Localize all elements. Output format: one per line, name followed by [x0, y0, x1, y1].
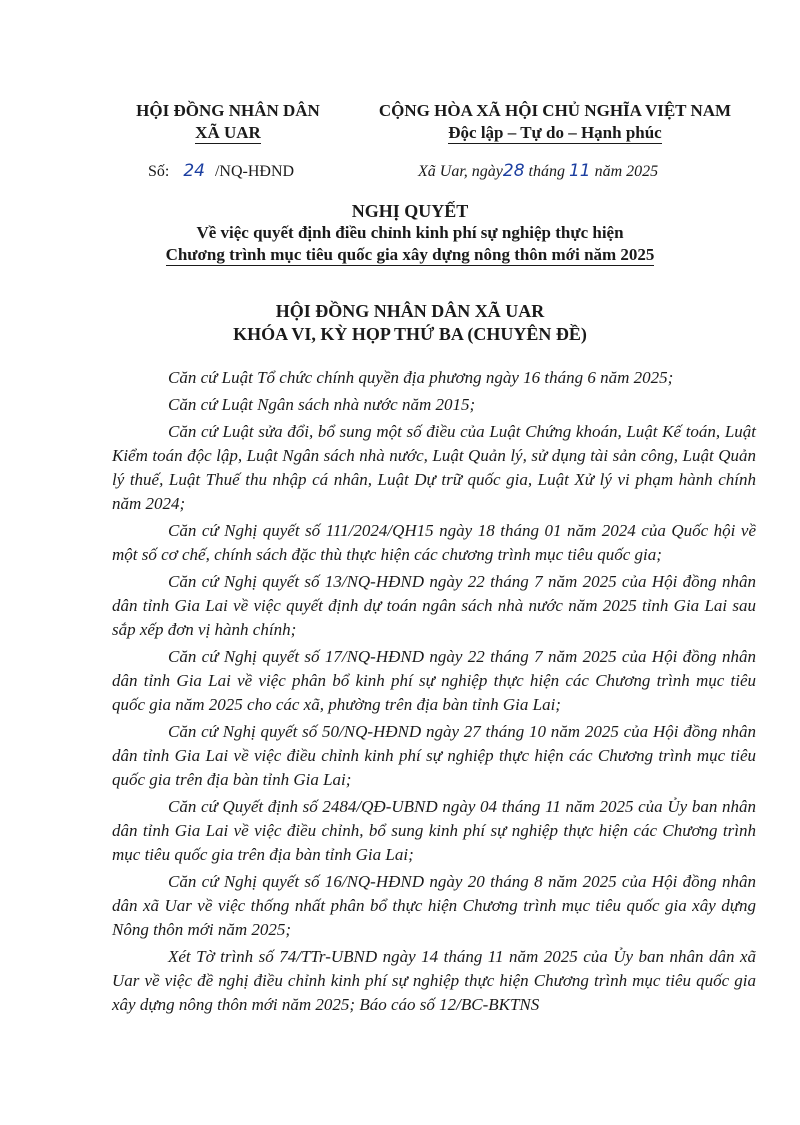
issuing-body-name: HỘI ĐỒNG NHÂN DÂN — [136, 101, 320, 120]
legal-basis-paragraph: Căn cứ Nghị quyết số 13/NQ-HĐND ngày 22 tháng 7 năm 2025 của Hội đồng nhân dân tỉnh Gia Lai về việc quyết định dự toán ngân sách nhà nước năm 2025 tỉnh Gia Lai sau sắp xếp đơn vị hành chính; — [112, 572, 756, 639]
council-heading — [60, 300, 760, 346]
legal-basis-paragraph: Căn cứ Quyết định số 2484/QĐ-UBND ngày 04 tháng 11 năm 2025 của Ủy ban nhân dân tỉnh Gia Lai về việc điều chỉnh, bổ sung kinh phí sự nghiệp thực hiện các Chương trình mục tiêu quốc gia trên địa bàn tỉnh Gia Lai; — [112, 797, 756, 864]
country-name: CỘNG HÒA XÃ HỘI CHỦ NGHĨA VIỆT NAM — [378, 101, 732, 120]
legal-bases — [112, 366, 756, 1020]
issuing-body-header — [118, 100, 338, 144]
legal-basis-paragraph: Căn cứ Nghị quyết số 50/NQ-HĐND ngày 27 tháng 10 năm 2025 của Hội đồng nhân dân tỉnh Gia Lai về việc điều chỉnh kinh phí sự nghiệp thực hiện các Chương trình mục tiêu quốc gia trên địa bàn tỉnh Gia Lai; — [112, 722, 756, 789]
legal-basis-paragraph: Căn cứ Nghị quyết số 111/2024/QH15 ngày 18 tháng 01 năm 2024 của Quốc hội về một số cơ chế, chính sách đặc thù thực hiện các chương trình mục tiêu quốc gia; — [112, 521, 756, 564]
place-and-date — [418, 161, 658, 181]
legal-basis-paragraph: Căn cứ Nghị quyết số 17/NQ-HĐND ngày 22 tháng 7 năm 2025 của Hội đồng nhân dân tỉnh Gia Lai về việc phân bổ kinh phí sự nghiệp thực hiện các Chương trình mục tiêu quốc gia năm 2025 cho các xã, phường trên địa bàn tỉnh Gia Lai; — [112, 647, 756, 714]
issuing-body-locality: XÃ UAR — [195, 123, 261, 142]
legal-basis-paragraph: Xét Tờ trình số 74/TTr-UBND ngày 14 tháng 11 năm 2025 của Ủy ban nhân dân xã Uar về việc đề nghị điều chỉnh kinh phí sự nghiệp thực hiện Chương trình mục tiêu quốc gia xây dựng nông thôn mới năm 2025; Báo cáo số 12/BC-BKTNS — [112, 947, 756, 1014]
date-month-handwritten: 11 — [568, 161, 591, 181]
document-number — [148, 161, 294, 181]
council-name: HỘI ĐỒNG NHÂN DÂN XÃ UAR — [275, 301, 545, 321]
month-label: tháng — [528, 163, 565, 180]
resolution-title — [60, 200, 760, 266]
national-motto-header — [350, 100, 760, 144]
title-main: NGHỊ QUYẾT — [351, 201, 469, 221]
place-label: Xã Uar, ngày — [418, 163, 503, 180]
legal-basis-paragraph: Căn cứ Nghị quyết số 16/NQ-HĐND ngày 20 tháng 8 năm 2025 của Hội đồng nhân dân xã Uar về việc thống nhất phân bổ thực hiện Chương trình mục tiêu quốc gia xây dựng Nông thôn mới năm 2025; — [112, 872, 756, 939]
year-label: năm 2025 — [594, 163, 659, 180]
doc-number-suffix: /NQ-HĐND — [214, 163, 295, 180]
date-day-handwritten: 28 — [502, 161, 525, 181]
national-motto: Độc lập – Tự do – Hạnh phúc — [448, 123, 662, 142]
title-subject-line-2: Chương trình mục tiêu quốc gia xây dựng nông thôn mới năm 2025 — [165, 245, 655, 264]
council-session: KHÓA VI, KỲ HỌP THỨ BA (CHUYÊN ĐỀ) — [233, 324, 587, 344]
title-subject-line-1: Về việc quyết định điều chỉnh kinh phí sự nghiệp thực hiện — [196, 223, 624, 242]
legal-basis-paragraph: Căn cứ Luật sửa đổi, bổ sung một số điều của Luật Chứng khoán, Luật Kế toán, Luật Kiểm toán độc lập, Luật Ngân sách nhà nước, Luật Quản lý, sử dụng tài sản công, Luật Quản lý thuế, Luật Thuế thu nhập cá nhân, Luật Dự trữ quốc gia, Luật Xử lý vi phạm hành chính năm 2024; — [112, 422, 756, 513]
doc-number-prefix: Số: — [148, 163, 170, 180]
doc-number-handwritten: 24 — [183, 161, 205, 181]
legal-basis-paragraph: Căn cứ Luật Tổ chức chính quyền địa phương ngày 16 tháng 6 năm 2025; — [168, 368, 674, 387]
legal-basis-paragraph: Căn cứ Luật Ngân sách nhà nước năm 2015; — [168, 395, 476, 414]
